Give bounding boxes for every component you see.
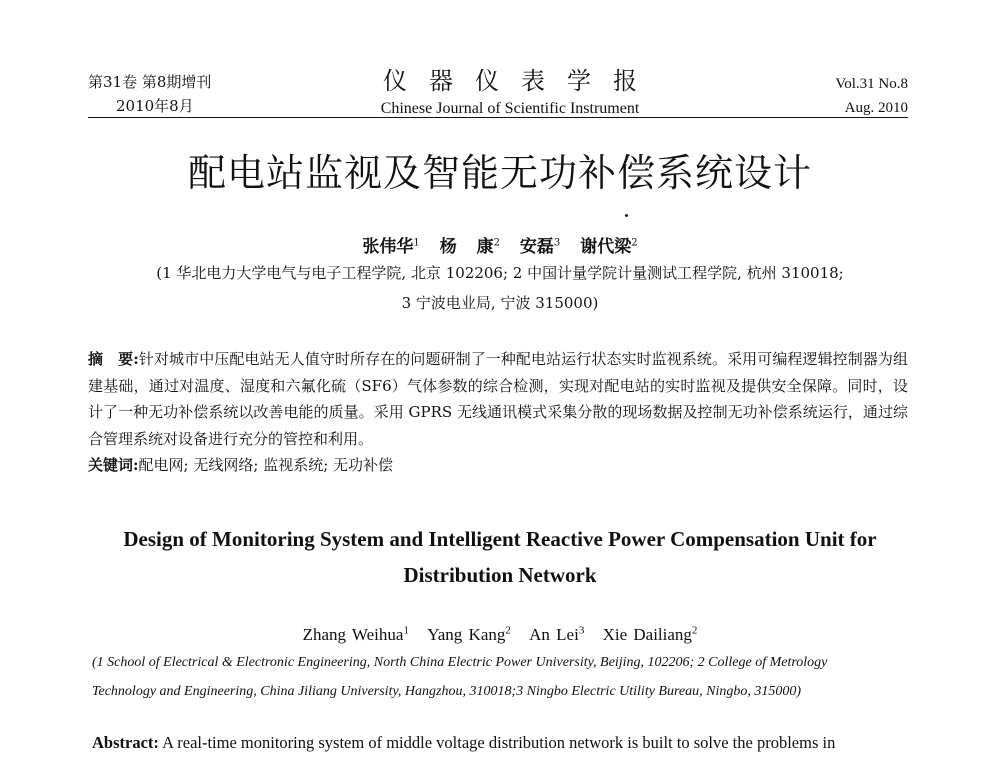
paper-title-en-line: Design of Monitoring System and Intelligent Reactive Power Compensation Unit for xyxy=(123,527,877,551)
paper-title-cn: 配电站监视及智能无功补偿系统设计 xyxy=(187,151,812,195)
affiliation-en-line: (1 School of Electrical & Electronic Engineering, North China Electric Power University, Beijing, 102206; 2 College of Metrology xyxy=(92,655,828,670)
date-en: Aug. 2010 xyxy=(844,100,908,116)
abstract-en xyxy=(92,731,922,755)
affiliation-en-line: Technology and Engineering, China Jiliang University, Hangzhou, 310018;3 Ningbo Electric Utility Bureau, Ningbo, 315000) xyxy=(92,684,802,699)
keywords-cn-label: 关键词: xyxy=(88,456,139,474)
affiliation-cn-line: (1 华北电力大学电气与电子工程学院, 北京 102206; 2 中国计量学院计量测试工程学院, 杭州 310018; xyxy=(156,264,844,282)
author-en: An Lei$^3$ xyxy=(529,624,585,644)
volume-issue-en: Vol.31 No.8 xyxy=(835,76,908,92)
paper-title-en xyxy=(60,521,940,593)
author-cn: 谢代梁$^2$ xyxy=(580,236,638,257)
author-cn: 张伟华$^1$ xyxy=(362,236,420,257)
abstract-cn xyxy=(88,346,908,479)
header-rule xyxy=(88,117,908,118)
abstract-cn-label: 摘 要: xyxy=(88,350,139,368)
authors-cn xyxy=(0,230,1000,260)
date-cn: 2010年8月 xyxy=(116,97,194,115)
volume-issue-cn: 第31卷 第8期增刊 xyxy=(88,73,212,91)
header-right xyxy=(835,72,908,120)
journal-masthead xyxy=(330,66,690,120)
affiliation-cn xyxy=(80,258,920,318)
abstract-en-label: Abstract: xyxy=(92,733,159,752)
author-en: Zhang Weihua$^1$ xyxy=(302,624,409,644)
author-cn: 安磊$^3$ xyxy=(519,236,561,257)
author-cn: 杨 康$^2$ xyxy=(439,236,500,257)
abstract-cn-body xyxy=(88,346,908,452)
journal-name-cn: 仪器仪表学报 xyxy=(383,67,659,95)
author-en: Yang Kang$^2$ xyxy=(427,624,511,644)
abstract-cn-text: 针对城市中压配电站无人值守时所存在的问题研制了一种配电站运行状态实时监视系统。采用可编程逻辑控制器为组建基础，通过对温度、湿度和六氟化硫（SF6）气体参数的综合检测，实现对配电站的实时监视及提供安全保障。同时，设计了一种无功补偿系统以改善电能的质量。采用 GPRS 无线通讯模式采集分散的现场数据及控制无功补偿系统运行，通过综合管理系统对设备进行充分的管控和利用。 xyxy=(88,350,908,448)
header-left xyxy=(88,70,211,118)
authors-en xyxy=(0,618,1000,647)
speck-mark xyxy=(625,214,628,217)
affiliation-en xyxy=(92,648,922,706)
author-en: Xie Dailiang$^2$ xyxy=(602,624,698,644)
abstract-en-text: A real-time monitoring system of middle voltage distribution network is built to solve the problems in xyxy=(162,733,836,752)
keywords-cn xyxy=(88,452,908,479)
journal-name-en: Chinese Journal of Scientific Instrument xyxy=(380,100,640,117)
paper-title-en-line: Distribution Network xyxy=(403,563,597,587)
keywords-cn-text: 配电网; 无线网络; 监视系统; 无功补偿 xyxy=(138,456,394,474)
affiliation-cn-line: 3 宁波电业局, 宁波 315000) xyxy=(401,294,599,312)
